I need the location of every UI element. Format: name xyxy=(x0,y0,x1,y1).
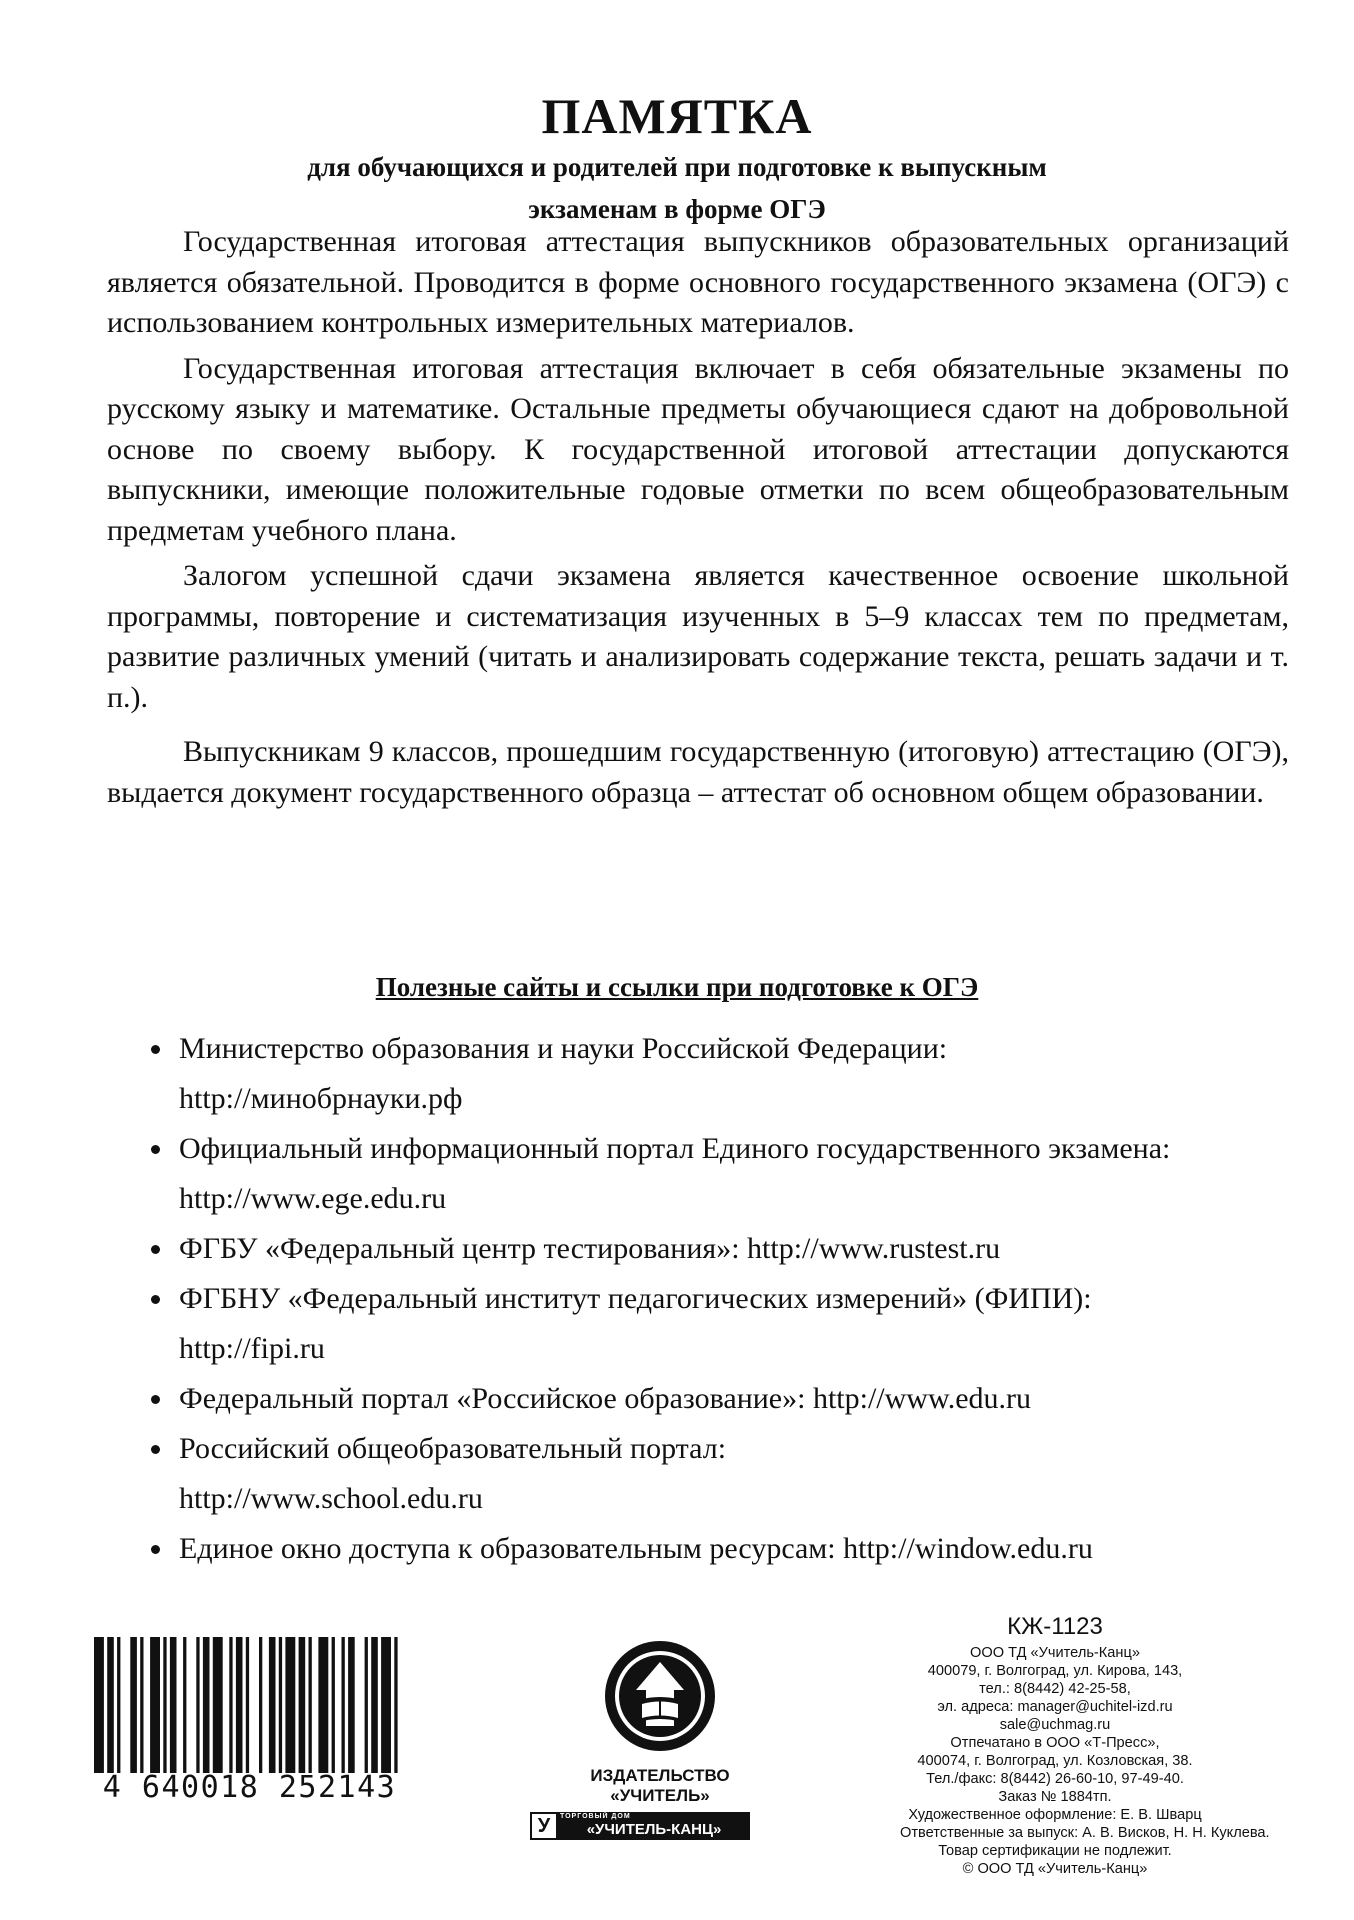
link-url[interactable]: http://www.edu.ru xyxy=(812,1382,1031,1415)
link-description: Федеральный портал «Российское образование»: xyxy=(179,1382,806,1415)
list-item xyxy=(145,1374,1295,1424)
link-url[interactable]: http://www.rustest.ru xyxy=(747,1232,1001,1265)
barcode-bar xyxy=(342,1637,345,1777)
barcode-bar xyxy=(117,1637,120,1777)
imprint-line: Тел./факс: 8(8442) 26-60-10, 97-49-40. xyxy=(926,1771,1184,1787)
barcode-bar xyxy=(140,1637,143,1777)
publisher-name-line-2: «УЧИТЕЛЬ» xyxy=(610,1786,710,1805)
paragraph-1: Государственная итоговая аттестация выпускников образовательных организаций является обязательной. Проводится в форме основного государственного экзамена (ОГЭ) с использованием контрольных измерительных материалов. xyxy=(107,225,1289,339)
barcode-bar xyxy=(229,1637,232,1777)
list-item xyxy=(145,1424,1295,1524)
barcode-bar xyxy=(394,1637,397,1777)
imprint-line: © ООО ТД «Учитель-Канц» xyxy=(962,1861,1148,1877)
subtitle-line-1: для обучающихся и родителей при подготовке к выпускным xyxy=(307,152,1047,182)
link-url[interactable]: http://window.edu.ru xyxy=(843,1532,1093,1565)
publisher-name xyxy=(548,1766,772,1806)
imprint-line: тел.: 8(8442) 42-25-58, xyxy=(979,1681,1131,1697)
link-url[interactable]: http://www.school.edu.ru xyxy=(179,1482,483,1515)
body-text xyxy=(107,222,1289,818)
barcode-bar xyxy=(318,1637,328,1777)
barcode-bar xyxy=(348,1637,355,1777)
barcode-bar xyxy=(130,1637,137,1777)
barcode-bar xyxy=(236,1637,243,1777)
list-item xyxy=(145,1124,1295,1224)
link-url[interactable]: http://минобрнауки.рф xyxy=(179,1082,463,1115)
imprint-line: Художественное оформление: Е. В. Шварц xyxy=(908,1807,1202,1823)
imprint-line: эл. адреса: manager@uchitel-izd.ru xyxy=(937,1699,1173,1715)
barcode-digits: 4 640018 252143 xyxy=(92,1773,407,1803)
imprint-block xyxy=(900,1612,1270,1878)
links-list xyxy=(145,1024,1295,1574)
trade-house-tag: ТОРГОВЫЙ ДОМ xyxy=(560,1813,631,1820)
imprint-line: 400079, г. Волгоград, ул. Кирова, 143, xyxy=(927,1663,1183,1679)
product-code: КЖ-1123 xyxy=(1007,1613,1103,1640)
link-url[interactable]: http://www.ege.edu.ru xyxy=(179,1182,447,1215)
trade-house-badge xyxy=(530,1812,750,1840)
link-url[interactable]: http://fipi.ru xyxy=(179,1332,325,1365)
trade-house-logo-icon: У xyxy=(532,1814,556,1838)
barcode-bar xyxy=(299,1637,306,1777)
imprint-line: Ответственные за выпуск: А. В. Висков, Н. Н. Куклева. xyxy=(900,1825,1270,1841)
barcode-bar xyxy=(365,1637,368,1777)
list-item xyxy=(145,1224,1295,1274)
imprint-line: ООО ТД «Учитель-Канц» xyxy=(970,1645,1140,1661)
link-description: Официальный информационный портал Единого государственного экзамена: xyxy=(179,1132,1171,1165)
publisher-name-line-1: ИЗДАТЕЛЬСТВО xyxy=(590,1766,730,1785)
barcode-bar xyxy=(381,1637,391,1777)
link-description: Российский общеобразовательный портал: xyxy=(179,1432,727,1465)
barcode-bar xyxy=(163,1637,166,1777)
publisher-logo-icon xyxy=(602,1638,718,1754)
barcode-bar xyxy=(246,1637,249,1777)
link-description: ФГБУ «Федеральный центр тестирования»: xyxy=(179,1232,740,1265)
paragraph-3: Залогом успешной сдачи экзамена является качественное освоение школьной программы, повторение и систематизация изученных в 5–9 классах тем по предметам, развитие различных умений (читать и анализировать содержание текста, решать задачи и т. п.). xyxy=(107,559,1289,714)
imprint-line: Заказ № 1884тп. xyxy=(998,1789,1112,1805)
list-item xyxy=(145,1524,1295,1574)
barcode-bar xyxy=(371,1637,378,1777)
barcode-bar xyxy=(332,1637,335,1777)
barcode-bar xyxy=(285,1637,295,1777)
imprint-line: 400074, г. Волгоград, ул. Козловская, 38. xyxy=(917,1753,1193,1769)
link-description: ФГБНУ «Федеральный институт педагогических измерений» (ФИПИ): xyxy=(179,1282,1092,1315)
barcode-bar xyxy=(203,1637,210,1777)
imprint-line: sale@uchmag.ru xyxy=(999,1717,1111,1733)
paragraph-4: Выпускникам 9 классов, прошедшим государственную (итоговую) аттестацию (ОГЭ), выдается документ государственного образца – аттестат об основном общем образовании. xyxy=(107,735,1289,809)
barcode-bar xyxy=(170,1637,177,1777)
link-description: Министерство образования и науки Российской Федерации: xyxy=(179,1032,948,1065)
page-title: ПАМЯТКА xyxy=(541,88,813,144)
barcode-bar xyxy=(279,1637,282,1777)
paragraph-2: Государственная итоговая аттестация включает в себя обязательные экзамены по русскому языку и математике. Остальные предметы обучающиеся сдают на добровольной основе по своему выбору. К государственной итоговой аттестации допускаются выпускники, имеющие положительные годовые отметки по всем общеобразовательным предметам учебного плана. xyxy=(107,351,1289,547)
imprint-line: Товар сертификации не подлежит. xyxy=(938,1843,1172,1859)
page-subtitle xyxy=(150,146,1204,230)
barcode-bar xyxy=(196,1637,199,1777)
barcode-bar xyxy=(213,1637,223,1777)
list-item xyxy=(145,1024,1295,1124)
barcode-bar xyxy=(309,1637,312,1777)
barcode-bar xyxy=(150,1637,160,1777)
subtitle-line-2: экзаменам в форме ОГЭ xyxy=(528,194,826,224)
imprint-line: Отпечатано в ООО «Т-Пресс», xyxy=(950,1735,1160,1751)
list-item xyxy=(145,1274,1295,1374)
links-heading: Полезные сайты и ссылки при подготовке к ОГЭ xyxy=(375,972,979,1002)
trade-house-name: «УЧИТЕЛЬ-КАНЦ» xyxy=(586,1821,722,1838)
barcode-bar xyxy=(183,1637,186,1777)
link-description: Единое окно доступа к образовательным ресурсам: xyxy=(179,1532,836,1565)
